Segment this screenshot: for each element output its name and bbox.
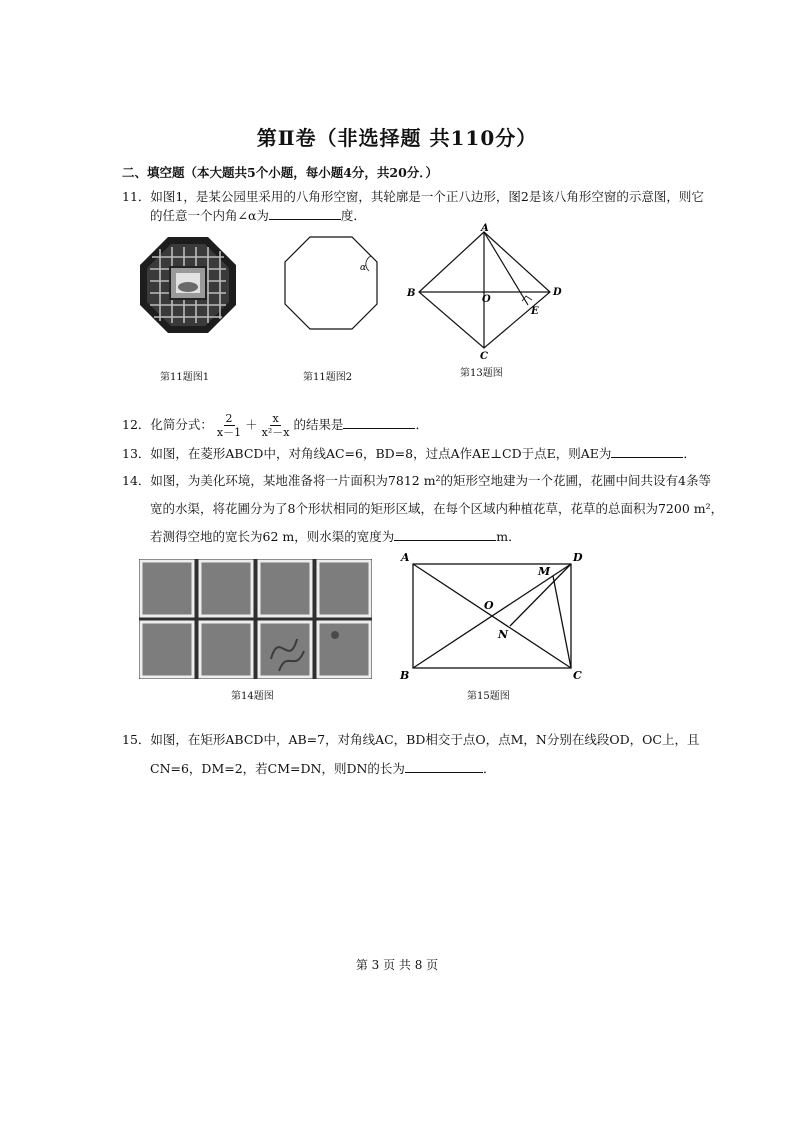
fig11-alpha-label: α <box>360 263 367 273</box>
q12-suffix: 的结果是 <box>293 417 344 432</box>
q12-end: ． <box>415 417 428 432</box>
page-title: 第Ⅱ卷（非选择题 共110分） <box>256 126 538 150</box>
q13-end: ． <box>683 446 696 461</box>
q12-frac1-numerator: 2 <box>225 412 233 425</box>
q15-text-end: ． <box>482 761 496 776</box>
q15-text-line2: CN=6，DM=2，若CM=DN，则DN的长为 <box>150 761 405 776</box>
q15-line2 <box>150 759 495 778</box>
q12-fraction-2 <box>260 412 292 439</box>
q11-answer-blank[interactable] <box>269 206 341 220</box>
q15-line1 <box>122 731 699 749</box>
q12-frac2-denominator: x²－x <box>261 426 290 439</box>
fig11-octagon-diagram <box>283 235 379 331</box>
fig11-window-photo <box>138 235 238 335</box>
fig13-label-o: O <box>482 294 491 305</box>
q14-line1 <box>122 472 711 490</box>
q14-line2: 宽的水渠，将花圃分为了8个形状相同的矩形区域，在每个区域内种植花草，花草的总面积为7200 m²， <box>150 501 724 516</box>
fig13-rhombus-diagram <box>402 222 572 362</box>
q11-text-end: 度． <box>340 208 366 223</box>
q12-fraction-1 <box>215 412 243 439</box>
fig14-garden-photo <box>139 559 372 679</box>
q14-text-line3: 若测得空地的宽长为62 m，则水渠的宽度为 <box>150 529 395 544</box>
q13-line <box>122 444 696 463</box>
q12-number: 12． <box>122 417 151 432</box>
q13-answer-blank[interactable] <box>611 444 683 458</box>
fig13-label-c: C <box>480 351 488 362</box>
q12-frac2-numerator: x <box>272 412 279 425</box>
fig15-label-o: O <box>484 599 494 612</box>
q14-text-line1: 如图，为美化环境，某地准备将一片面积为7812 m²的矩形空地建为一个花圃，花圃中间共设有4条等 <box>150 473 712 488</box>
fig15-rectangle-diagram <box>395 545 590 685</box>
q15-answer-blank[interactable] <box>405 759 483 773</box>
q14-number: 14． <box>122 473 151 488</box>
q15-text-line1: 如图，在矩形ABCD中，AB=7，对角线AC，BD相交于点O，点M，N分别在线段OD，OC上，且 <box>150 732 700 747</box>
q12-prefix: 化简分式： <box>150 417 213 432</box>
q14-line3 <box>150 527 521 546</box>
q11-text-line1: 如图1，是某公园里采用的八角形空窗，其轮廓是一个正八边形，图2是该八角形空窗的示意图，则它 <box>150 189 704 204</box>
page-footer: 第 3 页 共 8 页 <box>355 958 439 972</box>
q15-number: 15． <box>122 732 151 747</box>
q11-text-line2: 的任意一个内角∠α为 <box>150 208 269 223</box>
q13-text: 如图，在菱形ABCD中，对角线AC=6，BD=8，过点A作AE⊥CD于点E，则AE为 <box>150 446 612 461</box>
q11-line1 <box>122 188 704 206</box>
fig15-caption: 第15题图 <box>467 691 510 702</box>
q11-line2 <box>150 206 366 225</box>
fig15-label-c: C <box>573 669 582 682</box>
fig13-caption: 第13题图 <box>460 368 503 379</box>
q12-plus: ＋ <box>245 417 258 432</box>
q11-number: 11． <box>122 189 151 204</box>
fig13-label-e: E <box>531 306 539 317</box>
fig15-label-n: N <box>498 628 509 641</box>
fig13-label-b: B <box>407 288 416 299</box>
q14-answer-blank[interactable] <box>394 527 496 541</box>
q12-line <box>122 412 428 439</box>
section-header: 二、填空题（本大题共5个小题，每小题4分，共20分．） <box>122 165 439 180</box>
fig14-caption: 第14题图 <box>231 691 274 702</box>
fig15-label-m: M <box>538 565 551 578</box>
fig13-label-d: D <box>553 287 562 298</box>
fig11-2-caption: 第11题图2 <box>303 372 353 383</box>
q12-answer-blank[interactable] <box>343 415 415 429</box>
fig15-label-d: D <box>573 551 583 564</box>
fig15-label-b: B <box>400 669 410 682</box>
fig13-label-a: A <box>481 223 489 234</box>
q13-number: 13． <box>122 446 151 461</box>
fig11-1-caption: 第11题图1 <box>160 372 210 383</box>
fig15-label-a: A <box>401 551 410 564</box>
q14-text-end: m． <box>496 529 521 544</box>
q12-frac1-denominator: x－1 <box>216 426 242 439</box>
